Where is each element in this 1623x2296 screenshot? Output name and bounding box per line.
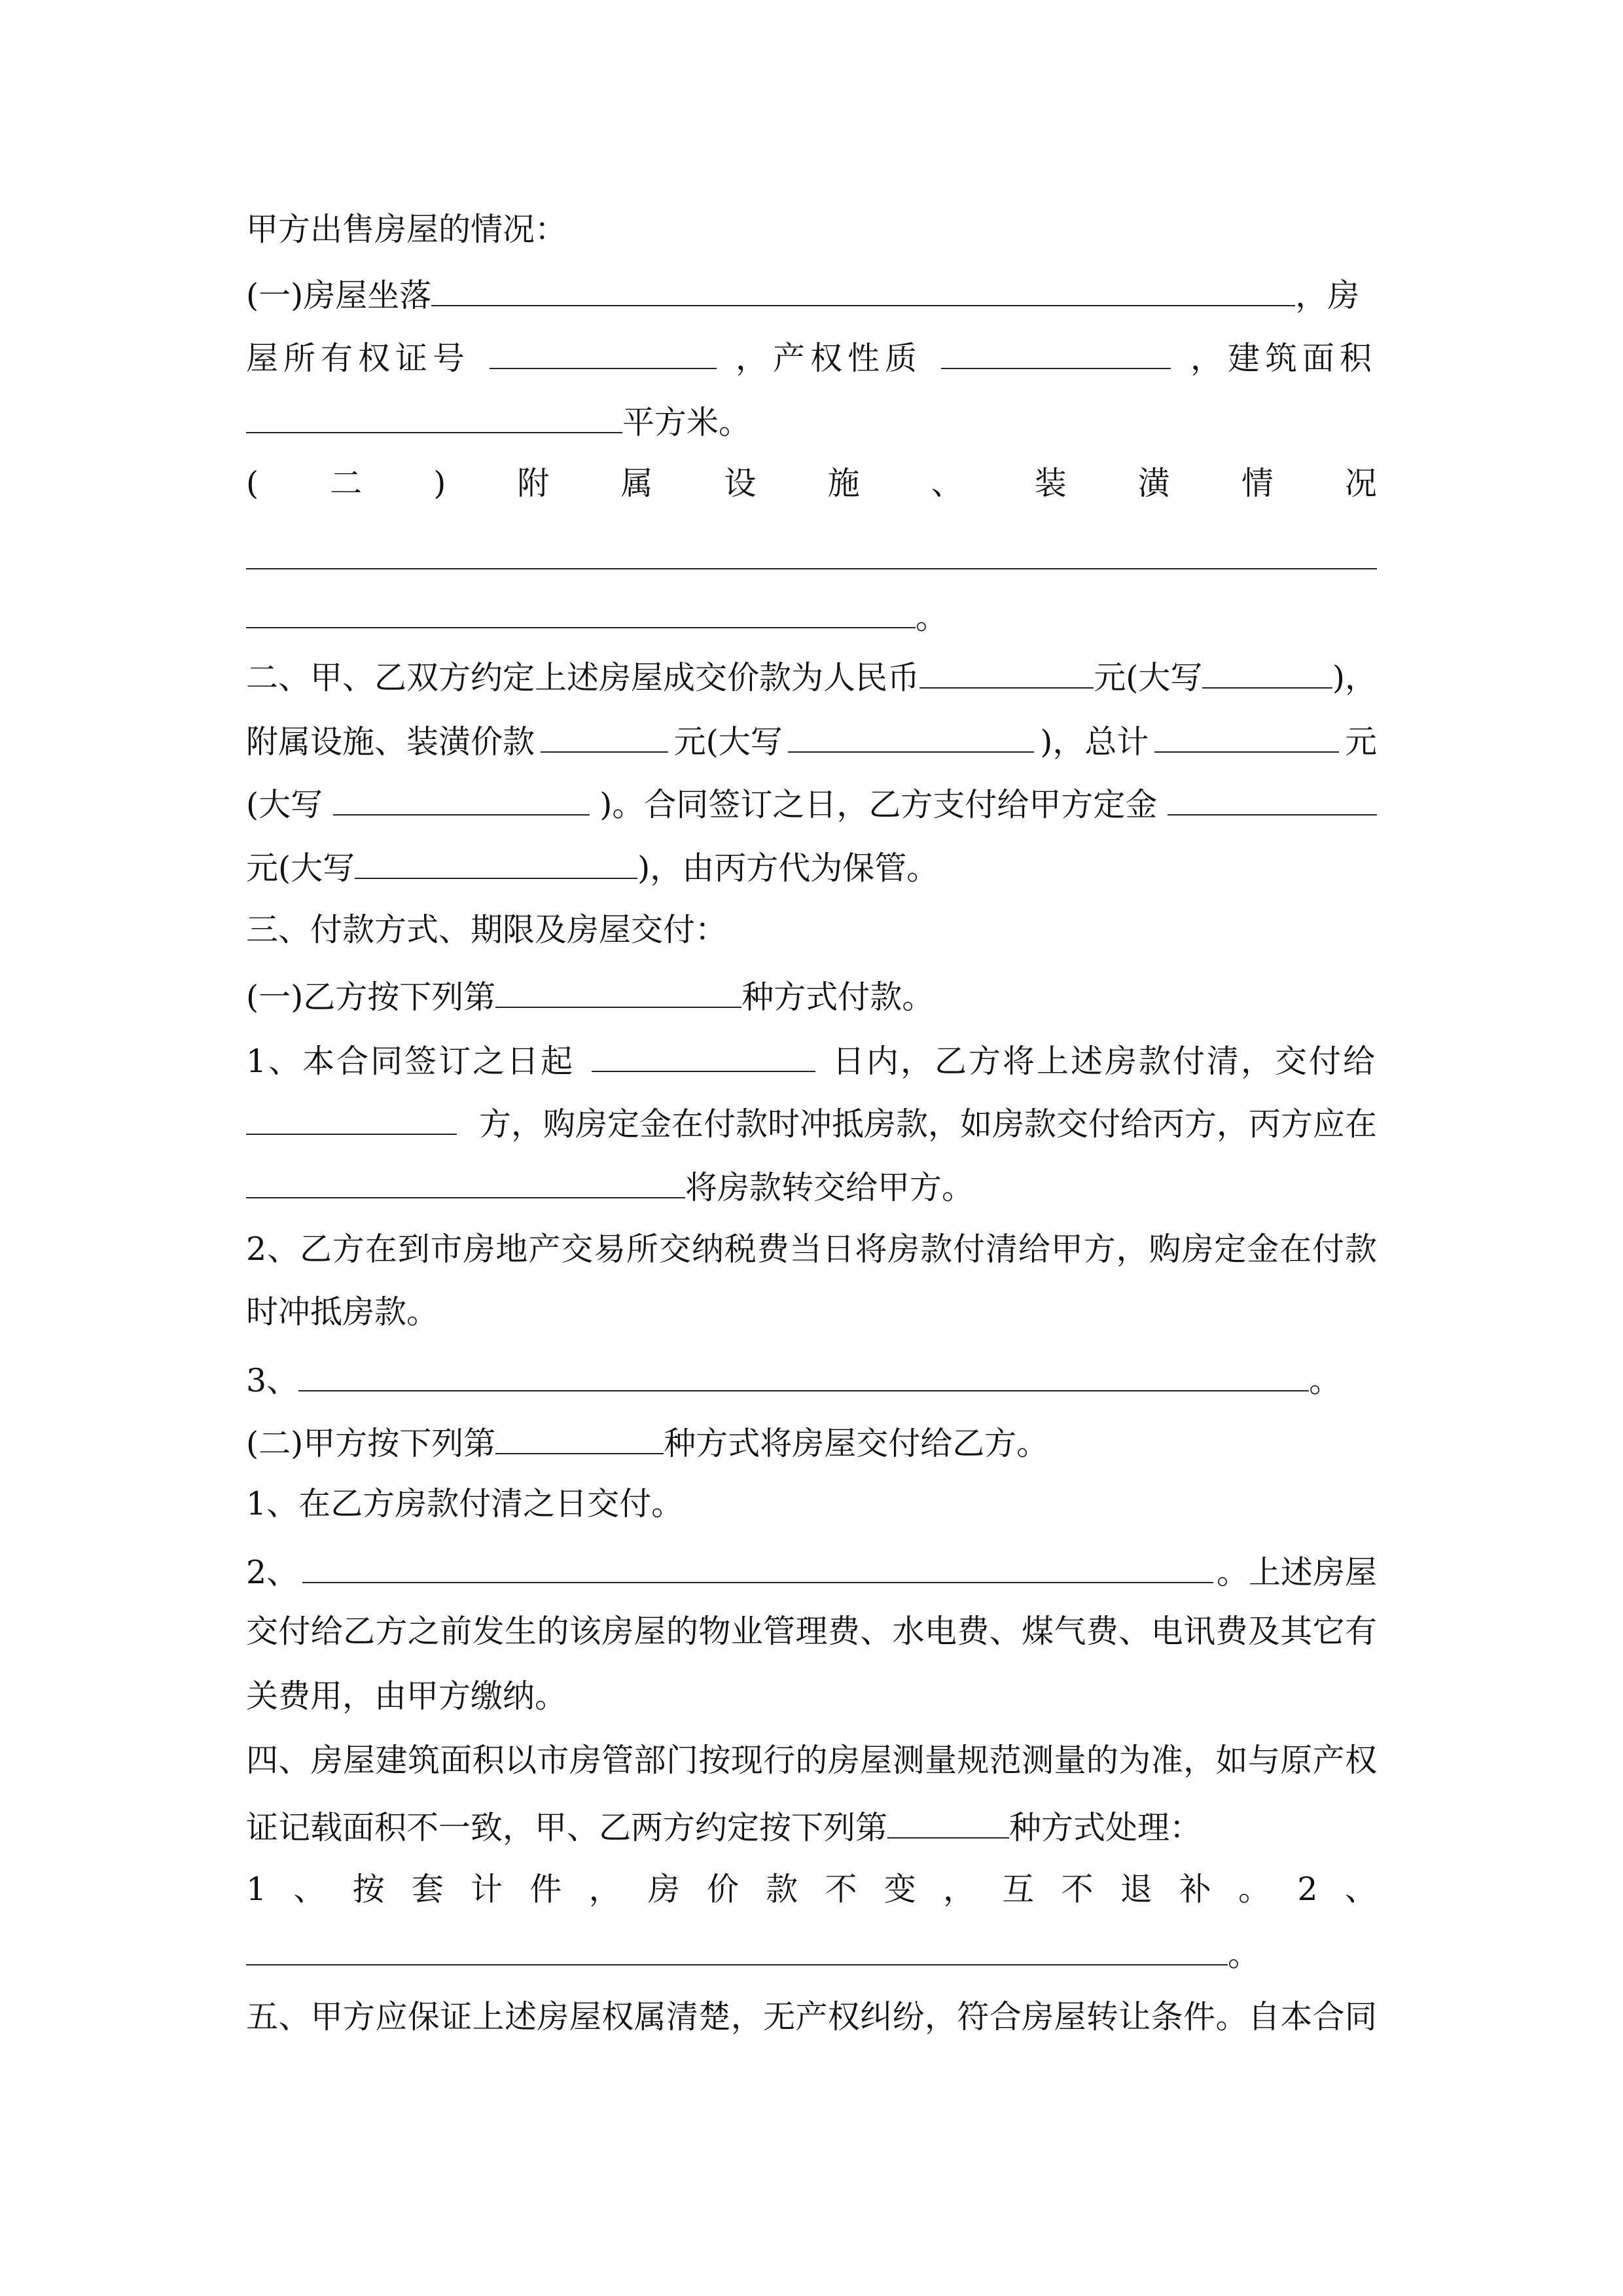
text: (大写 xyxy=(246,786,323,823)
blank-deposit[interactable] xyxy=(1168,781,1377,816)
text: 。上述房屋 xyxy=(1216,1554,1377,1591)
text: 种方式将房屋交付给乙方。 xyxy=(664,1425,1049,1462)
line-area xyxy=(246,399,751,441)
text: 元(大写 xyxy=(673,723,783,761)
label-location: (一)房屋坐落 xyxy=(246,277,432,314)
line-location xyxy=(246,272,1359,314)
blank-certificate[interactable] xyxy=(490,335,717,369)
text: ，房 xyxy=(1295,277,1360,314)
char: 情 xyxy=(1241,465,1274,502)
line-certificate xyxy=(246,335,1377,377)
text: 。 xyxy=(1228,1936,1260,1973)
label-certificate: 屋所有权证号 xyxy=(246,340,471,377)
line-facilities xyxy=(246,463,1377,505)
line-payment-2 xyxy=(246,1101,1377,1143)
paragraph-line: 交付给乙方之前发生的该房屋的物业管理费、水电费、煤气费、电讯费及其它有 xyxy=(246,1613,1377,1650)
text: )，由丙方代为保管。 xyxy=(637,850,939,887)
text: 。 xyxy=(916,599,948,636)
char: ) xyxy=(433,465,446,502)
text: (二)甲方按下列第 xyxy=(246,1425,496,1462)
line-payment-other xyxy=(246,1357,1341,1399)
blank-payee[interactable] xyxy=(246,1101,457,1135)
char: 、 xyxy=(293,1871,326,1908)
text: 。 xyxy=(1309,1362,1342,1399)
char: 施 xyxy=(827,465,860,502)
blank-deposit-words[interactable] xyxy=(355,845,637,879)
char: 2 xyxy=(1297,1871,1318,1908)
text: 方，购房定金在付款时冲抵房款，如房款交付给丙方，丙方应在 xyxy=(478,1105,1377,1143)
blank-area-option-2[interactable] xyxy=(246,1931,1228,1965)
line-blank-end xyxy=(246,594,948,636)
char: 变 xyxy=(883,1871,916,1908)
char: 款 xyxy=(766,1871,798,1908)
text: 二、甲、乙双方约定上述房屋成交价款为人民币 xyxy=(246,659,920,696)
char: 按 xyxy=(352,1871,385,1908)
text: )， xyxy=(1332,659,1377,696)
char: 、 xyxy=(1344,1871,1377,1908)
blank-days[interactable] xyxy=(592,1038,815,1072)
char: 退 xyxy=(1120,1871,1152,1908)
text: 种方式处理： xyxy=(1009,1809,1202,1846)
char: 二 xyxy=(330,465,363,502)
text: 1、本合同签订之日起 xyxy=(246,1043,575,1080)
blank-decoration-price[interactable] xyxy=(541,719,668,753)
char: 件 xyxy=(529,1871,562,1908)
label-area: ，建筑面积 xyxy=(1190,340,1377,377)
text: )，总计 xyxy=(1040,723,1149,761)
blank-delivery-other[interactable] xyxy=(302,1549,1213,1583)
blank-total[interactable] xyxy=(1154,719,1339,753)
char: ， xyxy=(588,1871,621,1908)
text: 附属设施、装潢价款 xyxy=(246,723,535,761)
line-payment-3 xyxy=(246,1164,974,1206)
line-blank-full xyxy=(246,535,1377,577)
blank-transfer-time[interactable] xyxy=(246,1164,685,1198)
char: 潢 xyxy=(1137,465,1170,502)
char: ( xyxy=(246,465,259,502)
char: 1 xyxy=(246,1871,267,1908)
char: 房 xyxy=(647,1871,680,1908)
char: 附 xyxy=(517,465,550,502)
char: 设 xyxy=(724,465,757,502)
line-decoration-price xyxy=(246,719,1377,761)
line-payment-method xyxy=(246,974,934,1016)
blank-property-nature[interactable] xyxy=(941,335,1171,369)
line-delivery-other xyxy=(246,1549,1377,1591)
blank-facilities[interactable] xyxy=(246,535,1377,569)
char: 不 xyxy=(825,1871,857,1908)
blank-delivery-method[interactable] xyxy=(495,1420,664,1454)
text: 元(大写 xyxy=(246,850,355,887)
char: 补 xyxy=(1179,1871,1211,1908)
line-area-option-1 xyxy=(246,1869,1377,1910)
line-deposit xyxy=(246,781,1377,823)
char: 套 xyxy=(411,1871,444,1908)
line-delivery-method xyxy=(246,1420,1048,1462)
blank-payment-other[interactable] xyxy=(298,1357,1309,1391)
char: 价 xyxy=(707,1871,740,1908)
section-heading: 甲方出售房屋的情况： xyxy=(246,211,567,248)
paragraph-line: 2、乙方在到市房地产交易所交纳税费当日将房款付清给甲方，购房定金在付款 xyxy=(246,1230,1377,1268)
blank-total-words[interactable] xyxy=(333,781,590,816)
char: 、 xyxy=(931,465,963,502)
text: 元(大写 xyxy=(1094,659,1203,696)
text: 种方式付款。 xyxy=(741,978,935,1016)
line-price xyxy=(246,655,1377,696)
char: 。 xyxy=(1238,1871,1271,1908)
text: 3、 xyxy=(246,1362,299,1399)
line-payment-1 xyxy=(246,1038,1377,1080)
text: 将房款转交给甲方。 xyxy=(685,1169,974,1206)
char: 况 xyxy=(1344,465,1377,502)
text: 日内，乙方将上述房款付清，交付给 xyxy=(832,1043,1377,1080)
text: )。合同签订之日，乙方支付给甲方定金 xyxy=(599,786,1158,823)
text: 平方米。 xyxy=(622,404,751,441)
blank-price-words[interactable] xyxy=(1202,655,1332,689)
blank-payment-method[interactable] xyxy=(495,974,741,1008)
paragraph-line: 1、在乙方房款付清之日交付。 xyxy=(246,1485,684,1522)
char: 属 xyxy=(620,465,653,502)
text: 证记载面积不一致，甲、乙两方约定按下列第 xyxy=(246,1809,888,1846)
line-area-method xyxy=(246,1804,1202,1846)
text: 2、 xyxy=(246,1554,299,1591)
blank-area-method[interactable] xyxy=(887,1804,1009,1839)
paragraph-line: 时冲抵房款。 xyxy=(246,1293,439,1331)
char: 装 xyxy=(1034,465,1067,502)
char: 不 xyxy=(1061,1871,1094,1908)
char: 计 xyxy=(471,1871,503,1908)
text: (一)乙方按下列第 xyxy=(246,978,496,1016)
blank-location[interactable] xyxy=(431,272,1295,306)
blank-facilities-2[interactable] xyxy=(246,594,916,628)
paragraph-line: 四、房屋建筑面积以市房管部门按现行的房屋测量规范测量的为准，如与原产权 xyxy=(246,1742,1377,1779)
char: 互 xyxy=(1002,1871,1035,1908)
section-heading: 三、付款方式、期限及房屋交付： xyxy=(246,911,728,948)
paragraph-line: 关费用，由甲方缴纳。 xyxy=(246,1677,567,1715)
char: ， xyxy=(942,1871,975,1908)
line-area-option-2 xyxy=(246,1931,1260,1973)
blank-decoration-words[interactable] xyxy=(788,719,1034,753)
blank-area[interactable] xyxy=(246,399,622,433)
label-property-nature: ，产权性质 xyxy=(735,340,922,377)
paragraph-line: 五、甲方应保证上述房屋权属清楚，无产权纠纷，符合房屋转让条件。自本合同 xyxy=(246,1998,1377,2036)
blank-price[interactable] xyxy=(919,655,1094,689)
line-deposit-words xyxy=(246,845,938,887)
text: 元 xyxy=(1344,723,1377,761)
